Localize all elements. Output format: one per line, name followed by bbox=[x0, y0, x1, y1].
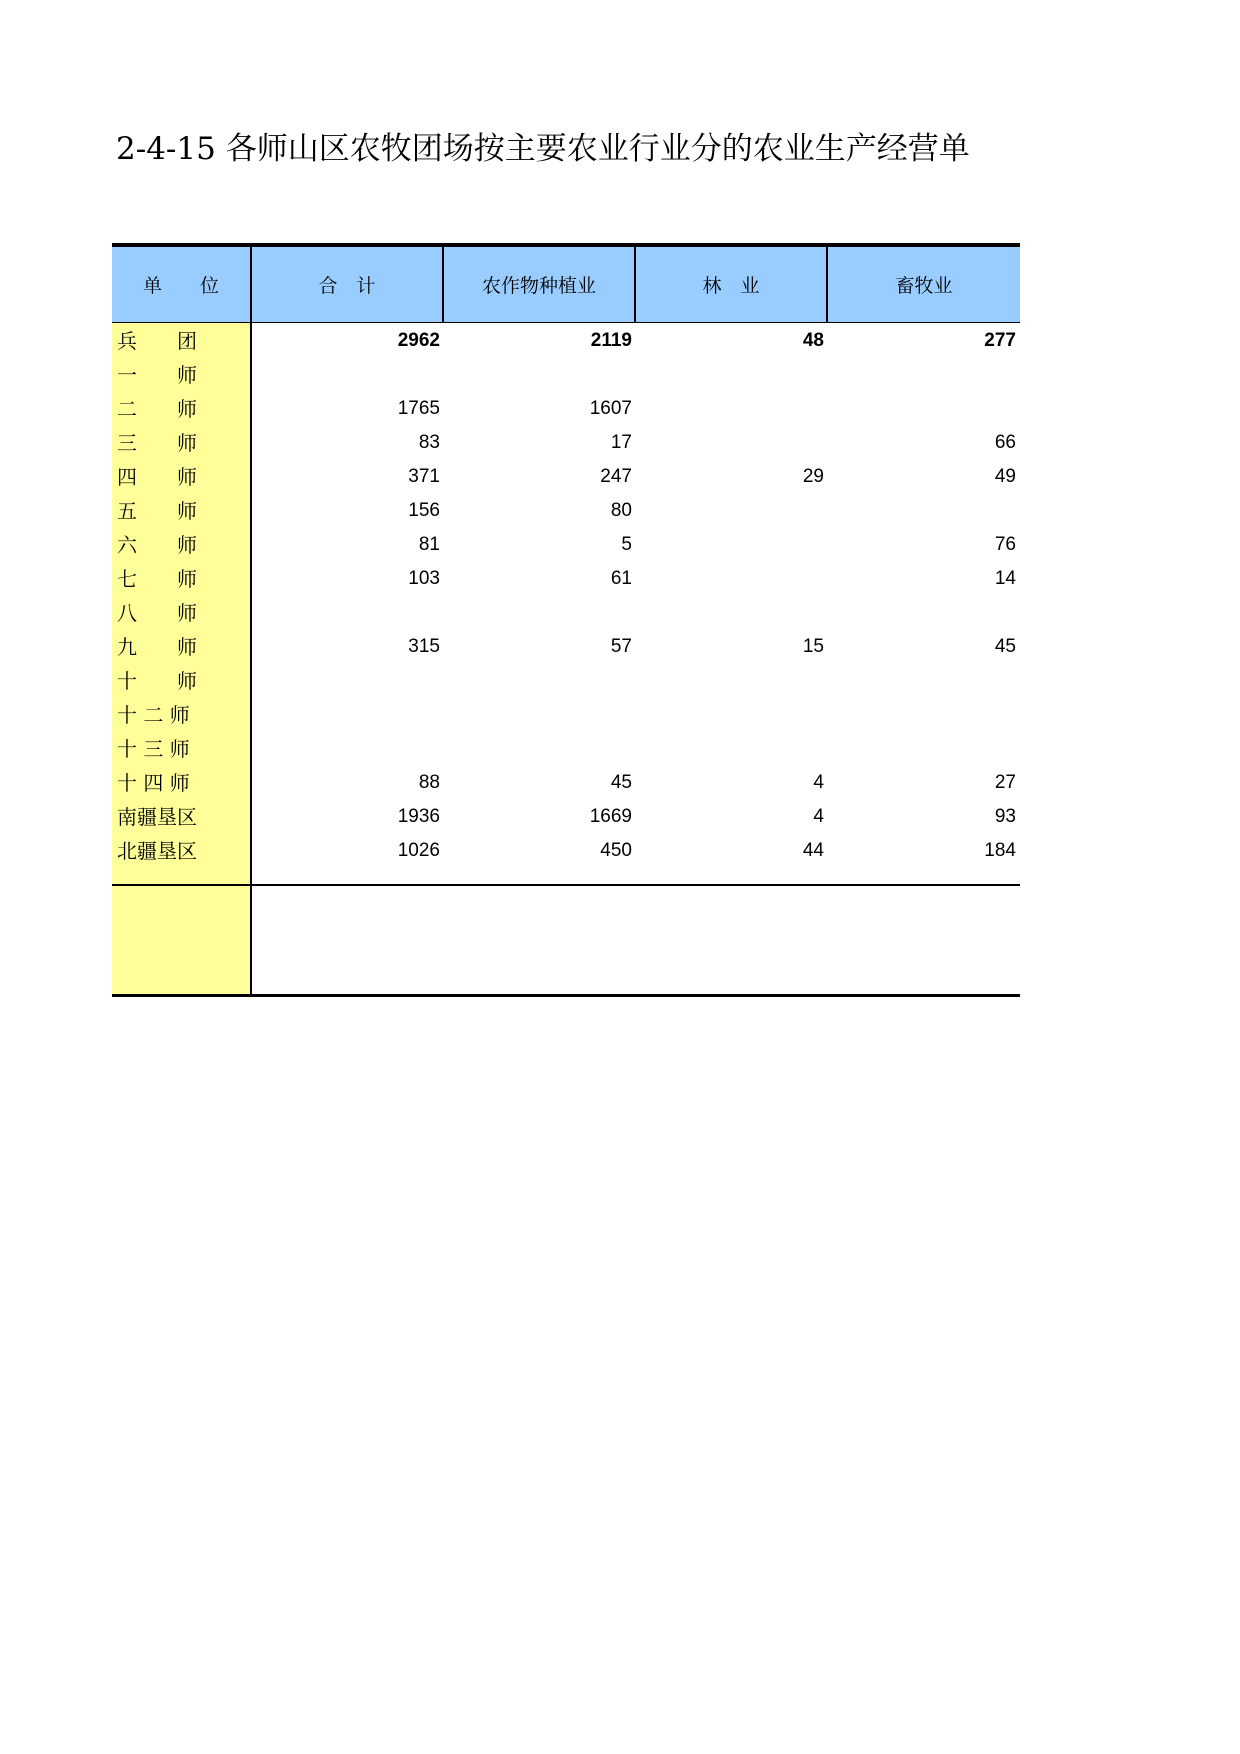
cell-crops: 5 bbox=[621, 534, 632, 555]
row-label: 五 师 bbox=[117, 499, 197, 523]
cell-crops: 2119 bbox=[590, 330, 632, 351]
header-forestry: 林 业 bbox=[636, 247, 828, 322]
cell-forestry: 15 bbox=[802, 636, 824, 657]
cell-forestry: 4 bbox=[813, 772, 824, 793]
cell-forestry bbox=[636, 527, 824, 563]
cell-livestock bbox=[828, 391, 1016, 427]
cell-livestock bbox=[828, 493, 1016, 529]
table-row bbox=[112, 629, 1020, 665]
cell-forestry bbox=[636, 595, 824, 631]
cell-crops bbox=[444, 595, 632, 631]
table-row bbox=[112, 663, 1020, 699]
cell-forestry bbox=[636, 731, 824, 767]
row-label: 北疆垦区 bbox=[117, 839, 197, 863]
table-row bbox=[112, 357, 1020, 393]
cell-livestock bbox=[828, 697, 1016, 733]
cell-total: 315 bbox=[408, 636, 440, 657]
cell-crops: 61 bbox=[610, 568, 632, 589]
row-label: 一 师 bbox=[117, 363, 197, 387]
cell-crops: 17 bbox=[610, 432, 632, 453]
cell-livestock: 66 bbox=[994, 432, 1016, 453]
header-crops: 农作物种植业 bbox=[444, 247, 636, 322]
cell-forestry: 44 bbox=[802, 840, 824, 861]
cell-total bbox=[252, 731, 440, 767]
cell-livestock bbox=[828, 663, 1016, 699]
table-row bbox=[112, 391, 1020, 427]
cell-crops: 80 bbox=[610, 500, 632, 521]
cell-crops bbox=[444, 357, 632, 393]
table-bottom-rule bbox=[112, 994, 1020, 997]
cell-total: 371 bbox=[408, 466, 440, 487]
row-label: 兵 团 bbox=[117, 329, 197, 353]
header-livestock: 畜牧业 bbox=[895, 275, 953, 297]
cell-livestock: 49 bbox=[994, 466, 1016, 487]
row-label: 九 师 bbox=[117, 635, 197, 659]
row-label: 二 师 bbox=[117, 397, 197, 421]
header-total: 合 计 bbox=[252, 247, 444, 322]
cell-total: 1765 bbox=[397, 398, 440, 419]
table-row bbox=[112, 459, 1020, 495]
cell-total: 1936 bbox=[397, 806, 440, 827]
header-unit: 单 位 bbox=[112, 247, 252, 322]
cell-crops bbox=[444, 663, 632, 699]
row-label: 四 师 bbox=[117, 465, 197, 489]
cell-crops: 1607 bbox=[589, 398, 632, 419]
table-row bbox=[112, 833, 1020, 869]
cell-forestry bbox=[636, 425, 824, 461]
cell-forestry bbox=[636, 493, 824, 529]
cell-total: 1026 bbox=[397, 840, 440, 861]
row-label: 十 师 bbox=[117, 669, 197, 693]
cell-crops: 247 bbox=[600, 466, 632, 487]
row-label: 七 师 bbox=[117, 567, 197, 591]
cell-livestock: 27 bbox=[994, 772, 1016, 793]
table-row bbox=[112, 765, 1020, 801]
cell-forestry: 29 bbox=[802, 466, 824, 487]
cell-livestock: 277 bbox=[984, 330, 1016, 351]
cell-crops: 57 bbox=[610, 636, 632, 657]
cell-forestry: 4 bbox=[813, 806, 824, 827]
row-label: 十 二 师 bbox=[117, 703, 190, 727]
cell-total bbox=[252, 357, 440, 393]
cell-livestock: 45 bbox=[994, 636, 1016, 657]
cell-livestock bbox=[828, 357, 1016, 393]
cell-total bbox=[252, 663, 440, 699]
cell-crops: 450 bbox=[600, 840, 632, 861]
row-label: 六 师 bbox=[117, 533, 197, 557]
cell-total: 83 bbox=[418, 432, 440, 453]
cell-forestry bbox=[636, 697, 824, 733]
cell-crops: 1669 bbox=[589, 806, 632, 827]
subtotal-rule bbox=[112, 884, 1020, 886]
cell-forestry: 48 bbox=[802, 330, 824, 351]
cell-livestock: 93 bbox=[994, 806, 1016, 827]
cell-forestry bbox=[636, 663, 824, 699]
table-row bbox=[112, 323, 1020, 359]
row-label: 十 四 师 bbox=[117, 771, 190, 795]
cell-total: 81 bbox=[418, 534, 440, 555]
cell-forestry bbox=[636, 391, 824, 427]
cell-total: 156 bbox=[408, 500, 440, 521]
cell-total bbox=[252, 595, 440, 631]
cell-crops bbox=[444, 697, 632, 733]
table-row bbox=[112, 527, 1020, 563]
cell-total: 88 bbox=[418, 772, 440, 793]
cell-forestry bbox=[636, 357, 824, 393]
cell-total bbox=[252, 697, 440, 733]
cell-total: 103 bbox=[408, 568, 440, 589]
table-row bbox=[112, 425, 1020, 461]
row-label: 八 师 bbox=[117, 601, 197, 625]
row-label: 南疆垦区 bbox=[117, 805, 197, 829]
table-row bbox=[112, 561, 1020, 597]
row-label: 十 三 师 bbox=[117, 737, 190, 761]
page-title: 2-4-15 各师山区农牧团场按主要农业行业分的农业生产经营单 bbox=[116, 131, 970, 167]
table-row bbox=[112, 595, 1020, 631]
table-row bbox=[112, 799, 1020, 835]
cell-crops bbox=[444, 731, 632, 767]
table-row bbox=[112, 731, 1020, 767]
cell-total: 2962 bbox=[397, 330, 440, 351]
cell-livestock bbox=[828, 731, 1016, 767]
cell-crops: 45 bbox=[610, 772, 632, 793]
cell-livestock: 184 bbox=[984, 840, 1016, 861]
cell-forestry bbox=[636, 561, 824, 597]
table-row bbox=[112, 697, 1020, 733]
cell-livestock: 14 bbox=[994, 568, 1016, 589]
table-row bbox=[112, 493, 1020, 529]
row-label: 三 师 bbox=[117, 431, 197, 455]
cell-livestock bbox=[828, 595, 1016, 631]
statistics-table bbox=[112, 243, 1020, 997]
table-header bbox=[112, 247, 1020, 323]
cell-livestock: 76 bbox=[994, 534, 1016, 555]
